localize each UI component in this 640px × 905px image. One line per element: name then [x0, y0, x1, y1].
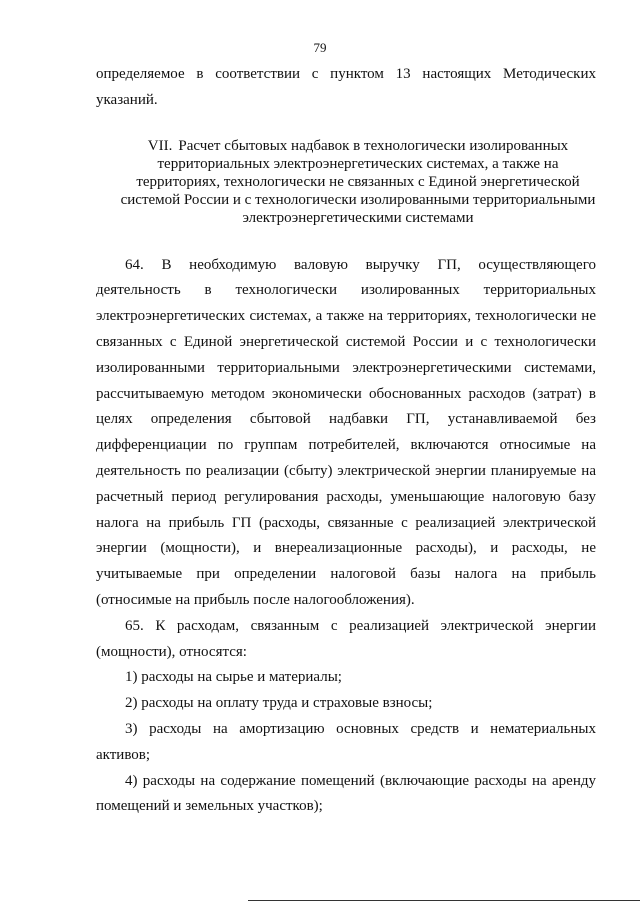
document-body	[96, 62, 596, 820]
intro-paragraph: определяемое в соответствии с пунктом 13 настоящих Методических указаний.	[96, 66, 596, 108]
section-title: Расчет сбытовых надбавок в технологически изолированных территориальных электроэнергетических системах, а также на территориях, технологически не связанных с Единой энергетической системой России и с технологически изолированными территориальными электроэнергетическими системами	[120, 137, 596, 226]
list-item-2: 2) расходы на оплату труда и страховые взносы;	[125, 695, 433, 712]
list-item-1: 1) расходы на сырье и материалы;	[125, 669, 342, 686]
list-item-3: 3) расходы на амортизацию основных средств и нематериальных активов;	[96, 720, 596, 763]
section-heading	[96, 137, 596, 227]
section-number: VII.	[147, 137, 173, 154]
scan-edge-line	[248, 900, 640, 901]
list-item-4: 4) расходы на содержание помещений (включающие расходы на аренду помещений и земельных участков);	[96, 772, 596, 815]
page-number: 79	[313, 40, 327, 55]
paragraph-65: 65. К расходам, связанным с реализацией электрической энергии (мощности), относятся:	[96, 617, 596, 660]
paragraph-64: 64. В необходимую валовую выручку ГП, осуществляющего деятельность в технологически изолированных территориальных электроэнергетических системах, а также на территориях, технологически не связанных с Единой энергетической системой России и с технологически изолированными территориальными электроэнергетическими системами, рассчитываемую методом экономически обоснованных расходов (затрат) в целях определения сбытовой надбавки ГП, устанавливаемой без дифференциации по группам потребителей, включаются относимые на деятельность по реализации (сбыту) электрической энергии планируемые на расчетный период регулирования расходы, уменьшающие налоговую базу налога на прибыль ГП (расходы, связанные с реализацией электрической энергии (мощности), и внереализационные расходы), и расходы, не учитываемые при определении налоговой базы налога на прибыль (относимые на прибыль после налогообложения).	[96, 256, 596, 608]
